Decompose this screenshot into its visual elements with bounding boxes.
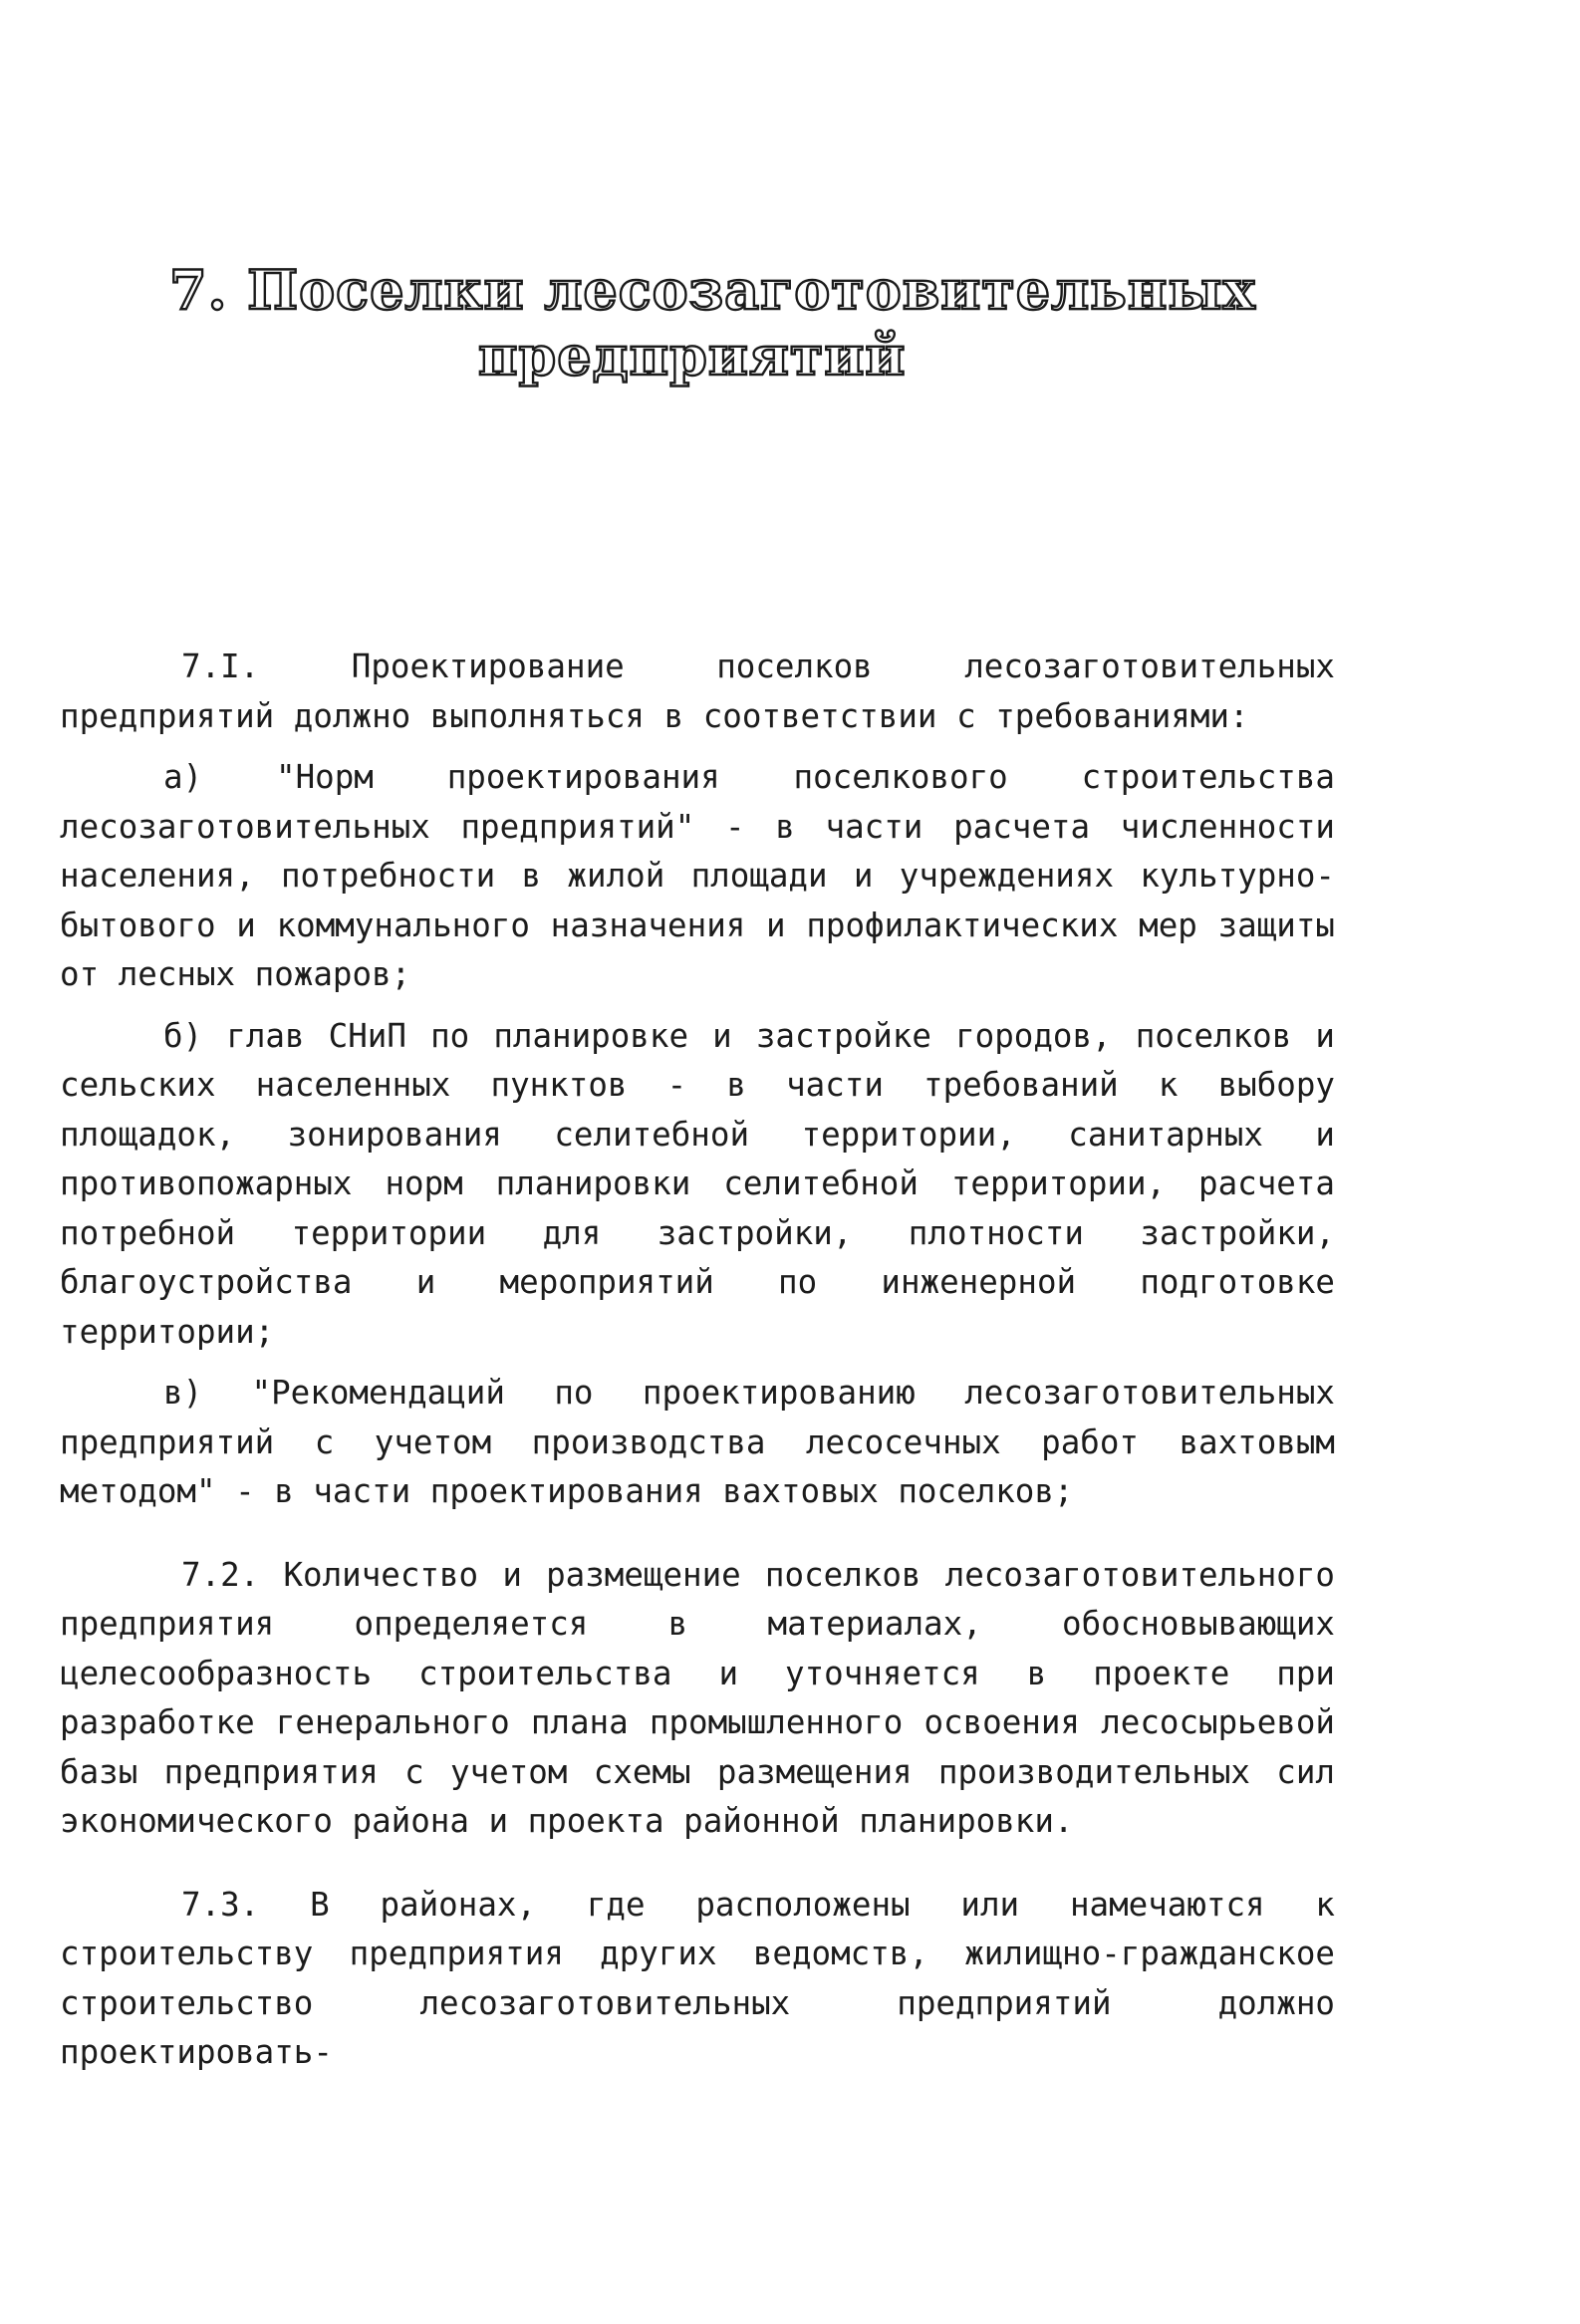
section-heading xyxy=(169,257,1285,388)
paragraph-7-3: 7.3. В районах, где расположены или намечаются к строительству предприятия других ведомств, жилищно-гражданское строительство лесозаготовительных предприятий должно проектировать- xyxy=(60,1885,1335,2071)
paragraph-7-2: 7.2. Количество и размещение поселков лесозаготовительного предприятия определяется в материалах, обосновывающих целесообразность строительства и уточняется в проекте при разработке генерального плана промышленного освоения лесосырьевой базы предприятия с учетом схемы размещения производительных сил экономического района и проекта районной планировки. xyxy=(60,1555,1335,1840)
section-body xyxy=(60,643,1335,2078)
paragraph-7-1-a: а) "Норм проектирования поселкового строительства лесозаготовительных предприятий" - в части расчета численности населения, потребности в жилой площади и учреждениях культурно-бытового и коммунального назначения и профилактических мер защиты от лесных пожаров; xyxy=(60,758,1335,993)
paragraph-7-1-b: б) глав СНиП по планировке и застройке городов, поселков и сельских населенных пунктов - в части требований к выбору площадок, зонирования селитебной территории, санитарных и противопожарных норм планировки селитебной территории, расчета потребной территории для застройки, плотности застройки, благоустройства и мероприятий по инженерной подготовке территории; xyxy=(60,1016,1335,1351)
section-heading-line-2: предприятий xyxy=(478,324,907,387)
section-heading-line-1: 7. Поселки лесозаготовительных xyxy=(169,258,1256,322)
paragraph-7-1-v: в) "Рекомендаций по проектированию лесозаготовительных предприятий с учетом производства лесосечных работ вахтовым методом" - в части проектирования вахтовых поселков; xyxy=(60,1374,1335,1510)
paragraph-7-1: 7.I. Проектирование поселков лесозаготовительных предприятий должно выполняться в соответствии с требованиями: xyxy=(60,647,1335,735)
